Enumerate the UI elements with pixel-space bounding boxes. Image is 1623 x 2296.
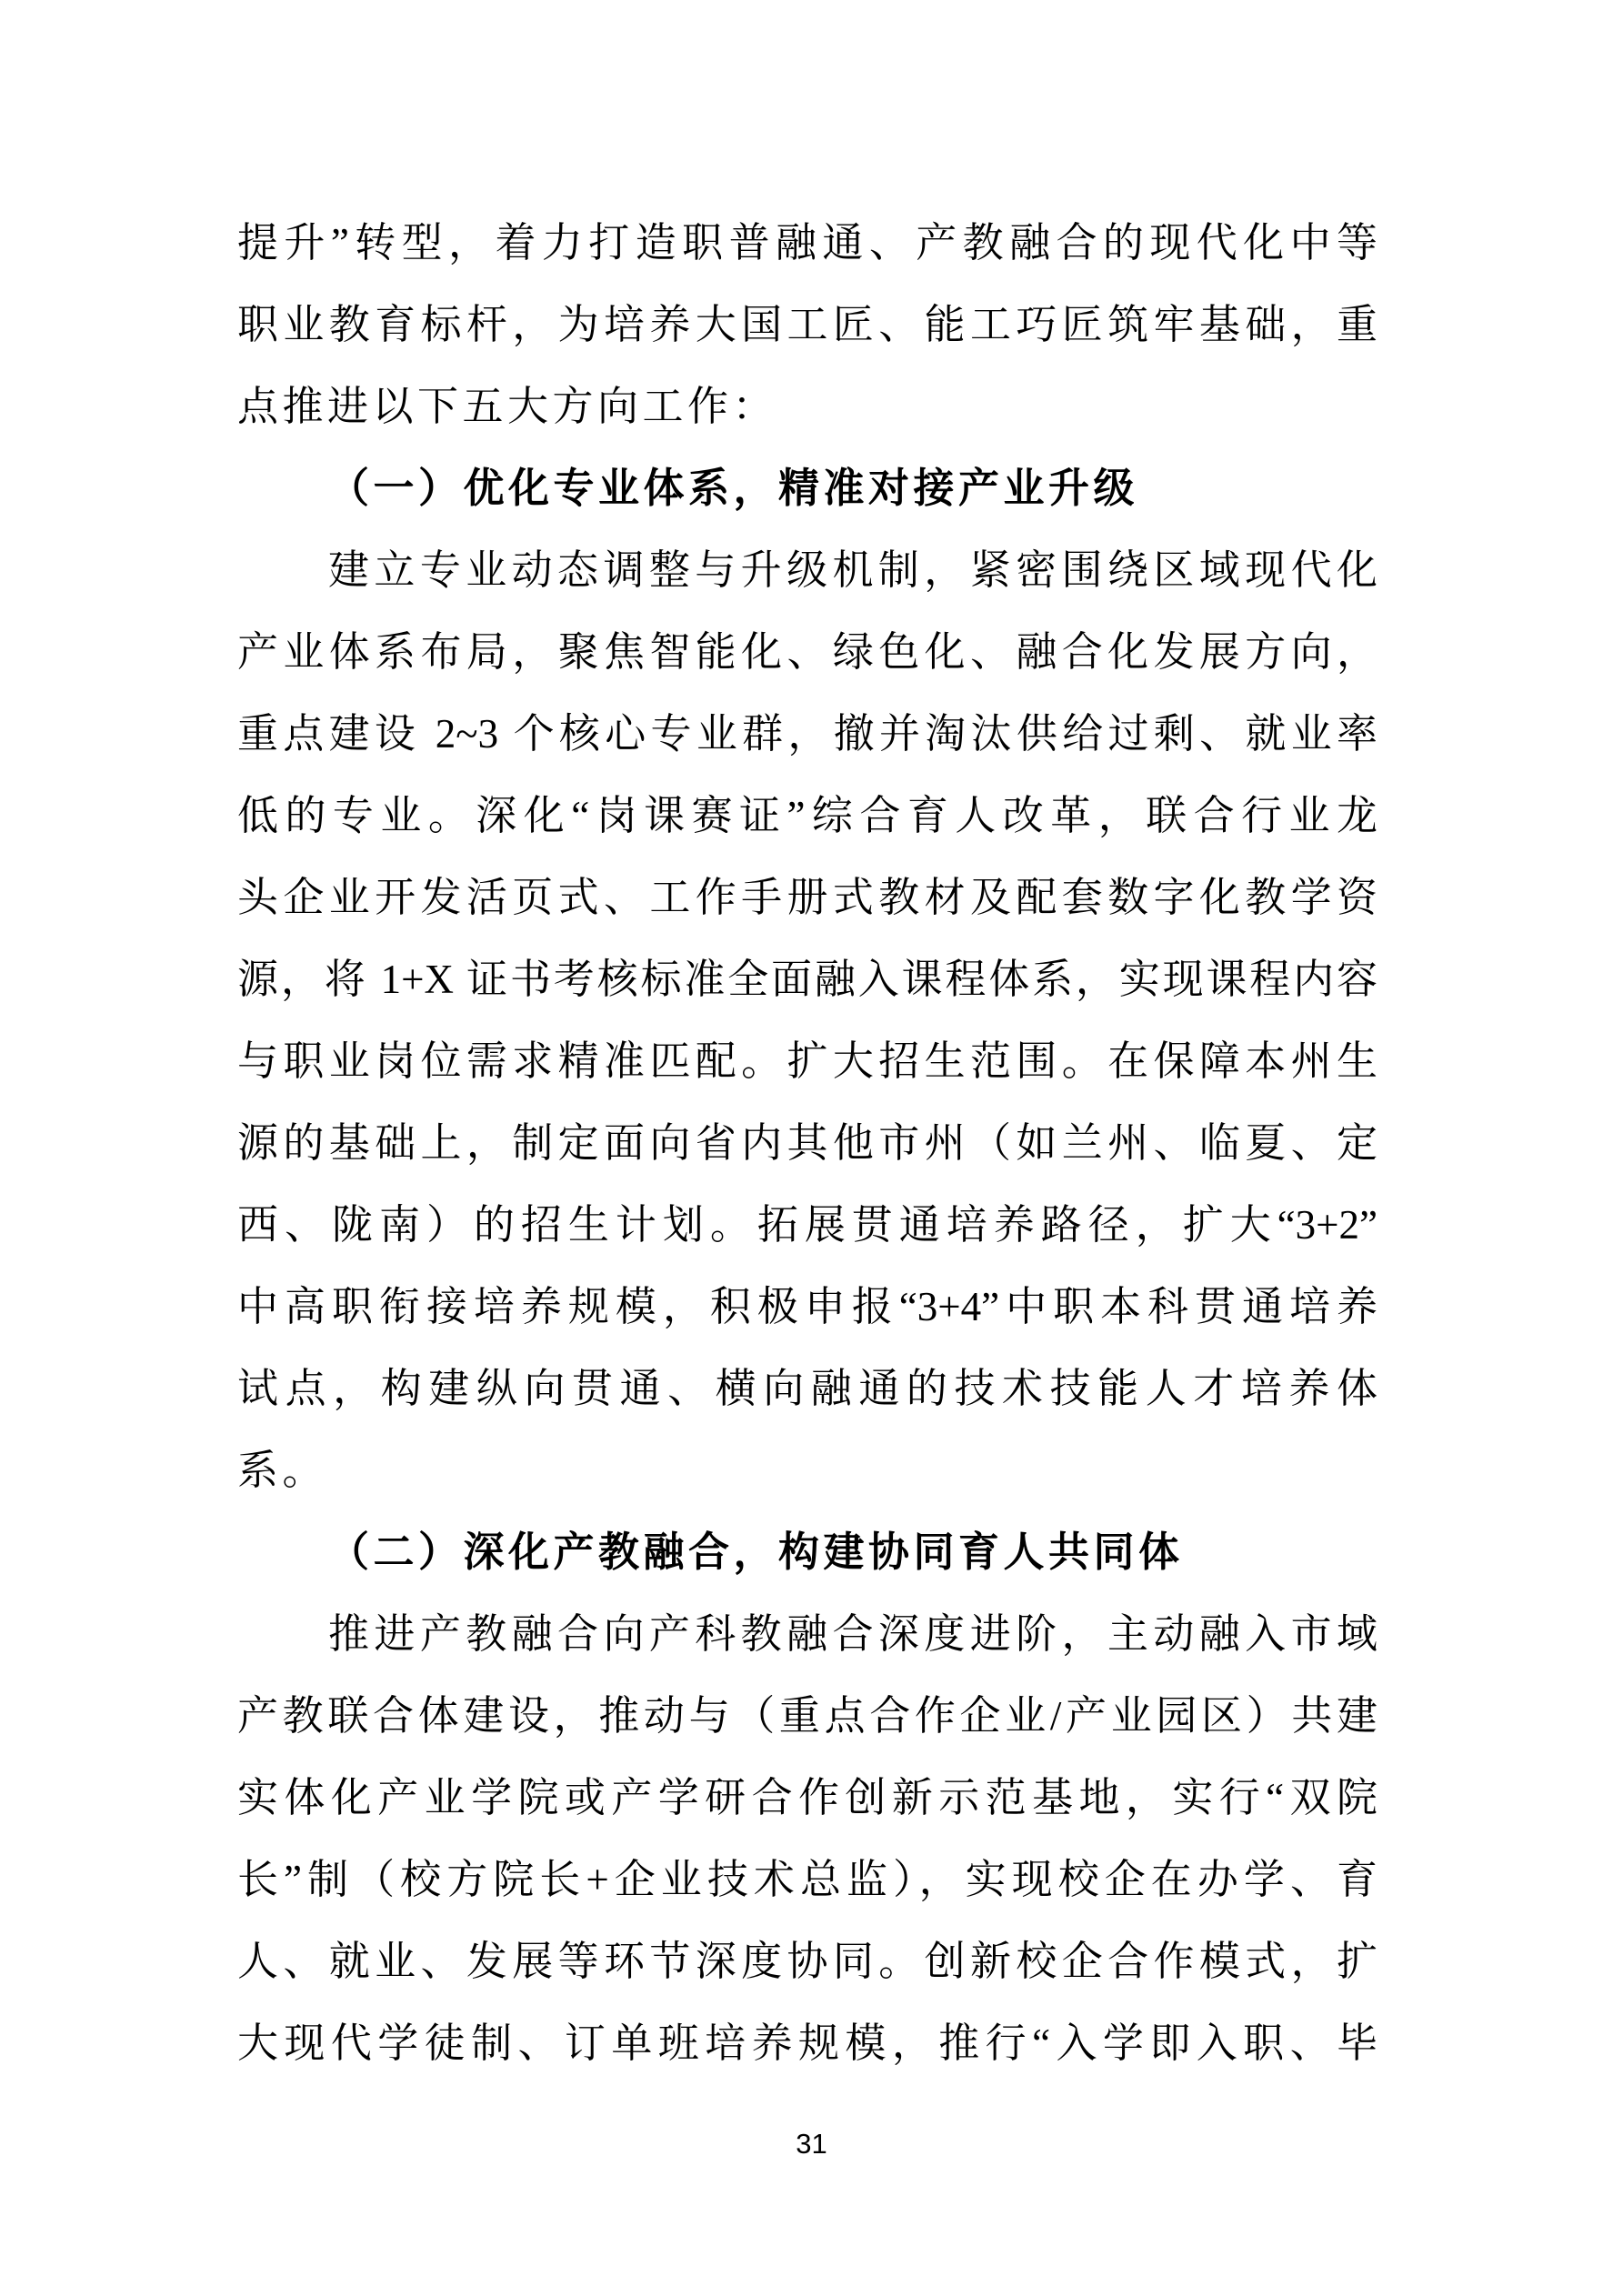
section-heading: （一）优化专业体系，精准对接产业升级 [328,466,1139,511]
body-text-line: 人、就业、发展等环节深度协同。创新校企合作模式，扩 [237,1939,1378,1984]
body-text-line: 源，将 1+X 证书考核标准全面融入课程体系，实现课程内容 [237,957,1378,1002]
body-text-line: 与职业岗位需求精准匹配。扩大招生范围。在保障本州生 [237,1038,1378,1084]
body-text-line: 点推进以下五大方向工作： [237,384,778,429]
body-text-line: 产业体系布局，聚焦智能化、绿色化、融合化发展方向， [237,629,1378,675]
body-text-line: 建立专业动态调整与升级机制，紧密围绕区域现代化 [328,547,1378,593]
body-text-line: 大现代学徒制、订单班培养规模，推行“入学即入职、毕 [237,2020,1378,2066]
body-text-line: 实体化产业学院或产学研合作创新示范基地，实行“双院 [237,1775,1378,1820]
document-body [237,202,1378,2084]
body-text-line: 职业教育标杆，为培养大国工匠、能工巧匠筑牢基础，重 [237,302,1378,347]
body-text-line: 提升”转型，着力打造职普融通、产教融合的现代化中等 [237,220,1378,266]
body-text-line: 产教联合体建设，推动与（重点合作企业/产业园区）共建 [237,1693,1378,1739]
body-text-line: 系。 [237,1448,328,1493]
section-heading: （二）深化产教融合，构建协同育人共同体 [328,1529,1184,1575]
body-text-line: 推进产教融合向产科教融合深度进阶，主动融入市域 [328,1611,1378,1657]
body-text-line: 源的基础上，制定面向省内其他市州（如兰州、临夏、定 [237,1120,1378,1166]
body-text-line: 中高职衔接培养规模，积极申报“3+4”中职本科贯通培养 [237,1284,1378,1329]
body-text-line: 试点，构建纵向贯通、横向融通的技术技能人才培养体 [237,1366,1378,1411]
body-text-line: 西、陇南）的招生计划。拓展贯通培养路径，扩大“3+2” [237,1202,1378,1248]
body-text-line: 头企业开发活页式、工作手册式教材及配套数字化教学资 [237,875,1378,920]
body-text-line: 重点建设 2~3 个核心专业群，撤并淘汰供给过剩、就业率 [237,711,1378,757]
body-text-line: 低的专业。深化“岗课赛证”综合育人改革，联合行业龙 [237,793,1378,838]
page-number: 31 [796,2128,827,2160]
body-text-line: 长”制（校方院长+企业技术总监），实现校企在办学、育 [237,1857,1378,1902]
